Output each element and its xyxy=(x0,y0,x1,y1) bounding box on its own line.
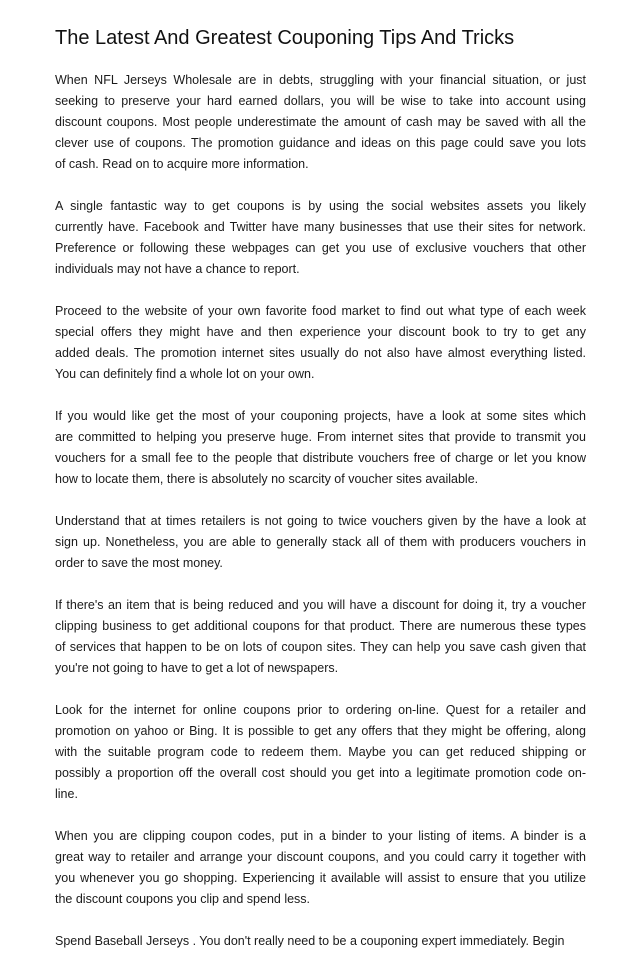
text-line: sign up. Nonetheless, you are able to generally stack all of them with producers vouchers in xyxy=(55,535,586,549)
text-line: clipping business to get additional coupons for that product. There are numerous these types xyxy=(55,619,586,633)
paragraph xyxy=(55,196,586,280)
paragraph xyxy=(55,700,586,805)
text-line: with the suitable program code to redeem them. Maybe you can get reduced shipping or xyxy=(55,745,586,759)
text-line: Look for the internet for online coupons prior to ordering on-line. Quest for a retailer and xyxy=(55,703,586,717)
text-line: you're not going to have to get a lot of newspapers. xyxy=(55,661,339,675)
paragraph xyxy=(55,301,586,385)
text-line: of services that happen to be on lots of coupon sites. They can help you save cash given that xyxy=(55,640,586,654)
text-line: of cash. Read on to acquire more information. xyxy=(55,157,309,171)
text-line: possibly a proportion off the overall cost should you get into a legitimate promotion code on- xyxy=(55,766,586,780)
text-line: line. xyxy=(55,787,78,801)
text-line: If there's an item that is being reduced and you will have a discount for doing it, try a voucher xyxy=(55,598,586,612)
text-line: Understand that at times retailers is not going to twice vouchers given by the have a look at xyxy=(55,514,586,528)
text-line: you whenever you go shopping. Experiencing it available will assist to ensure that you utilize xyxy=(55,871,586,885)
text-line: seeking to preserve your hard earned dollars, you will be wise to take into account using xyxy=(55,94,586,108)
text-line: A single fantastic way to get coupons is by using the social websites assets you likely xyxy=(55,199,586,213)
text-line: currently have. Facebook and Twitter have many businesses that use their sites for network. xyxy=(55,220,586,234)
text-line: discount coupons. Most people underestimate the amount of cash may be saved with all the xyxy=(55,115,586,129)
document-title: The Latest And Greatest Couponing Tips And Tricks xyxy=(55,27,515,49)
text-line: great way to retailer and arrange your discount coupons, and you could carry it together with xyxy=(55,850,586,864)
text-line: Preference or following these webpages can get you use of exclusive vouchers that other xyxy=(55,241,586,255)
text-line: vouchers for a small fee to the people that distribute vouchers free of charge or let you know xyxy=(55,451,586,465)
text-line: the discount coupons you clip and spend less. xyxy=(55,892,311,906)
text-line: clever use of coupons. The promotion guidance and ideas on this page could save you lots xyxy=(55,136,586,150)
text-line: When NFL Jerseys Wholesale are in debts, struggling with your financial situation, or just xyxy=(55,73,586,87)
text-line: added deals. The promotion internet sites usually do not also have almost everything listed. xyxy=(55,346,586,360)
text-line: If you would like get the most of your couponing projects, have a look at some sites which xyxy=(55,409,586,423)
paragraph xyxy=(55,931,586,952)
text-line: are committed to helping you preserve huge. From internet sites that provide to transmit you xyxy=(55,430,586,444)
text-line: order to save the most money. xyxy=(55,556,223,570)
text-line: When you are clipping coupon codes, put in a binder to your listing of items. A binder is a xyxy=(55,829,586,843)
text-line: special offers they might have and then experience your discount book to try to get any xyxy=(55,325,586,339)
text-line: individuals may not have a chance to report. xyxy=(55,262,300,276)
text-line: Proceed to the website of your own favorite food market to find out what type of each week xyxy=(55,304,586,318)
text-line: Spend Baseball Jerseys . You don't really need to be a couponing expert immediately. Begin xyxy=(55,934,565,948)
paragraph xyxy=(55,70,586,175)
paragraph xyxy=(55,406,586,490)
paragraph xyxy=(55,595,586,679)
text-line: how to locate them, there is absolutely no scarcity of voucher sites available. xyxy=(55,472,479,486)
text-line: promotion on yahoo or Bing. It is possible to get any offers that they might be offering, along xyxy=(55,724,586,738)
text-line: You can definitely find a whole lot on your own. xyxy=(55,367,315,381)
paragraph xyxy=(55,511,586,574)
paragraph xyxy=(55,826,586,910)
document-body xyxy=(55,70,586,973)
